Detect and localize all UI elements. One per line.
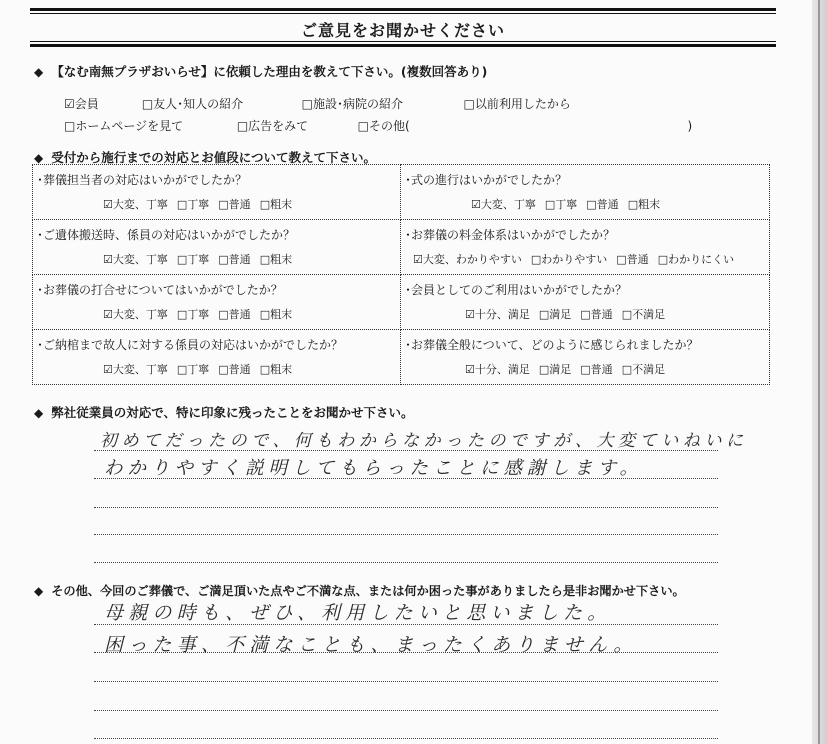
- rating-options: [37, 306, 400, 322]
- handwritten-answer-4-line-1: 母親の時も、ぜひ、利用したいと思いました。: [104, 602, 612, 624]
- rating-option[interactable]: ☑大変、丁寧: [103, 198, 168, 211]
- scan-edge-line: [818, 0, 820, 744]
- question-1-text: 【なむ南無プラザおいらせ】に依頼した理由を教えて下さい。(複数回答あり): [51, 64, 488, 79]
- rating-option[interactable]: ☑大変、丁寧: [471, 198, 536, 211]
- rating-option[interactable]: ☑大変、丁寧: [103, 363, 168, 376]
- rating-option[interactable]: □丁寧: [176, 363, 210, 376]
- rating-options: [37, 196, 400, 212]
- rating-cell: [33, 220, 401, 275]
- question-1-options-row-1: [64, 95, 571, 112]
- handwritten-answer-3-line-1: 初めてだったので、何もわからなかったのですが、大変ていねいに: [100, 431, 748, 451]
- rating-option[interactable]: □普通: [218, 198, 251, 211]
- diamond-bullet-icon: ◆: [34, 406, 44, 420]
- rating-question: ･お葬儀の打合せについてはいかがでしたか？: [37, 283, 283, 297]
- rating-cell: [33, 330, 401, 385]
- rating-option[interactable]: ☑大変、丁寧: [103, 253, 168, 266]
- rating-question: ･葬儀担当者の対応はいかがでしたか？: [37, 173, 248, 187]
- rating-option[interactable]: ☑十分、満足: [465, 308, 530, 321]
- rating-cell: [33, 275, 401, 330]
- question-2-text: 受付から施行までの対応とお値段について教えて下さい。: [51, 150, 376, 165]
- rating-option[interactable]: □普通: [580, 308, 613, 321]
- rating-option[interactable]: □粗末: [259, 198, 293, 211]
- question-1: [34, 62, 487, 80]
- rating-option[interactable]: □不満足: [621, 363, 666, 376]
- rating-option[interactable]: □粗末: [259, 253, 293, 266]
- title-rule-top: [30, 8, 776, 11]
- rating-option[interactable]: □普通: [218, 308, 251, 321]
- answer-line: [94, 507, 718, 508]
- option-previous-use[interactable]: □以前利用したから: [463, 97, 571, 111]
- rating-row: [33, 275, 770, 330]
- title-rule-bottom: [30, 44, 776, 47]
- rating-option[interactable]: □粗末: [259, 308, 293, 321]
- page-title: ご意見をお聞かせください: [300, 21, 505, 40]
- rating-option[interactable]: □粗末: [627, 198, 661, 211]
- rating-option[interactable]: □丁寧: [176, 198, 210, 211]
- rating-options: [405, 196, 769, 212]
- handwritten-answer-4-line-2: 困った事、不満なことも、まったくありません。: [104, 634, 638, 656]
- rating-option[interactable]: □丁寧: [544, 198, 578, 211]
- rating-option[interactable]: □わかりにくい: [657, 253, 735, 266]
- rating-option[interactable]: □粗末: [259, 363, 293, 376]
- rating-options: [37, 361, 400, 377]
- rating-cell: [33, 165, 401, 220]
- title-rule-top-thin: [30, 13, 776, 14]
- question-4: [34, 582, 685, 599]
- handwritten-answer-3-line-2: わかりやすく説明してもらったことに感謝します。: [104, 458, 644, 479]
- answer-line: [94, 681, 718, 682]
- rating-option[interactable]: □普通: [616, 253, 649, 266]
- option-friend-referral[interactable]: □友人･知人の紹介: [141, 97, 244, 111]
- option-advertisement[interactable]: □広告をみて: [236, 119, 309, 133]
- rating-question: ･ご遺体搬送時、係員の対応はいかがでしたか？: [37, 228, 296, 242]
- rating-option[interactable]: ☑大変、丁寧: [103, 308, 168, 321]
- option-facility-referral[interactable]: □施設･病院の紹介: [301, 97, 403, 111]
- rating-cell: [401, 330, 770, 385]
- rating-question: ･会員としてのご利用はいかがでしたか？: [405, 283, 628, 297]
- answer-line: [94, 738, 718, 739]
- rating-options: [405, 251, 769, 267]
- answer-line: [94, 534, 718, 535]
- rating-cell: [401, 220, 770, 275]
- answer-line: [94, 562, 718, 563]
- rating-option[interactable]: □わかりやすい: [530, 253, 608, 266]
- answer-line: [94, 710, 718, 711]
- title-rule-bottom-thin: [30, 41, 776, 42]
- rating-options: [405, 306, 769, 322]
- question-1-options-row-2: [64, 117, 692, 134]
- rating-option[interactable]: □普通: [218, 363, 251, 376]
- rating-question: ･式の進行はいかがでしたか？: [405, 173, 568, 187]
- rating-grid: [32, 164, 770, 385]
- rating-cell: [401, 275, 770, 330]
- rating-option[interactable]: □丁寧: [176, 308, 210, 321]
- rating-options: [37, 251, 400, 267]
- rating-question: ･ご納棺まで故人に対する係員の対応はいかがでしたか？: [37, 338, 344, 352]
- rating-row: [33, 330, 770, 385]
- option-homepage[interactable]: □ホームページを見て: [64, 119, 184, 133]
- question-4-text: その他、今回のご葬儀で、ご満足頂いた点やご不満な点、または何か困った事がありましたら是非お聞かせ下さい。: [51, 584, 685, 598]
- rating-option[interactable]: □普通: [580, 363, 613, 376]
- rating-option[interactable]: □満足: [538, 308, 572, 321]
- rating-options: [405, 361, 769, 377]
- option-other[interactable]: □その他(: [357, 119, 410, 133]
- rating-question: ･お葬儀全般について、どのように感じられましたか？: [405, 338, 699, 352]
- diamond-bullet-icon: ◆: [34, 584, 44, 598]
- rating-option[interactable]: □普通: [218, 253, 251, 266]
- rating-row: [33, 165, 770, 220]
- rating-option[interactable]: ☑十分、満足: [465, 363, 530, 376]
- question-3-text: 弊社従業員の対応で、特に印象に残ったことをお聞かせ下さい。: [51, 405, 414, 420]
- rating-option[interactable]: □丁寧: [176, 253, 210, 266]
- diamond-bullet-icon: ◆: [34, 151, 44, 165]
- option-member[interactable]: ☑会員: [64, 97, 99, 111]
- rating-question: ･お葬儀の料金体系はいかがでしたか？: [405, 228, 616, 242]
- rating-option[interactable]: □満足: [538, 363, 572, 376]
- diamond-bullet-icon: ◆: [34, 65, 44, 79]
- option-other-close-paren: ): [687, 119, 693, 133]
- rating-option[interactable]: □普通: [586, 198, 619, 211]
- title-bar: [30, 8, 776, 48]
- rating-cell: [401, 165, 770, 220]
- question-3: [34, 403, 414, 421]
- rating-option[interactable]: ☑大変、わかりやすい: [413, 253, 522, 266]
- rating-option[interactable]: □不満足: [621, 308, 666, 321]
- rating-row: [33, 220, 770, 275]
